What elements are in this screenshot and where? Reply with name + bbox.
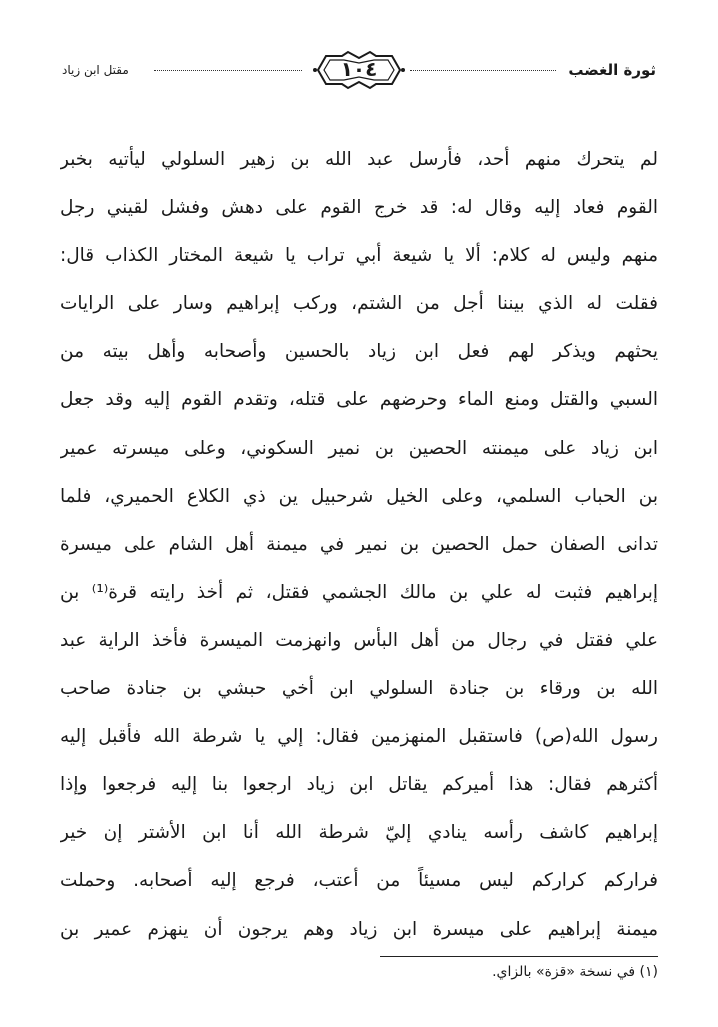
text-line: السبي والقتل ومنع الماء وحرضهم على قتله، وتقدم القوم إليه وقد جعل bbox=[60, 389, 658, 411]
text-line: إبراهيم كاشف رأسه ينادي إليّ شرطة الله أنا ابن الأشتر إن خير bbox=[60, 822, 658, 844]
text-line: أكثرهم فقال: هذا أميركم يقاتل ابن زياد ارجعوا بنا إليه فرجعوا وإذا bbox=[60, 774, 658, 796]
text-line: تدانى الصفان حمل الحصين بن نمير في ميمنة أهل الشام على ميسرة bbox=[60, 533, 658, 555]
text-line: بن الحباب السلمي، وعلى الخيل شرحبيل ين ذي الكلاع الحميري، فلما bbox=[60, 485, 658, 507]
chapter-title: مقتل ابن زياد bbox=[62, 63, 129, 77]
text-line: رسول الله(ص) فاستقبل المنهزمين فقال: إلي يا شرطة الله فأقبل إليه bbox=[60, 726, 658, 748]
text-line: فقلت له الذي بيننا أجل من الشتم، وركب إبراهيم وسار على الرايات bbox=[60, 293, 658, 315]
text-line: ابن زياد على ميمنته الحصين بن نمير السكوني، وعلى ميسرته عمير bbox=[60, 437, 658, 459]
text-line: فراركم كراركم ليس مسيئاً من أعتب، فرجع إليه أصحابه. وحملت bbox=[60, 870, 658, 892]
footnote: (١) في نسخة «قزة» بالزاي. bbox=[492, 964, 658, 980]
text-line: ميمنة إبراهيم على ميسرة ابن زياد وهم يرجون أن ينهزم عمير بن bbox=[60, 918, 658, 940]
text-line: يحثهم ويذكر لهم فعل ابن زياد بالحسين وأصحابه وأهل بيته من bbox=[60, 341, 658, 363]
text-line: إبراهيم فثبت له علي بن مالك الجشمي فقتل، ثم أخذ رايته قرة⁽¹⁾ بن bbox=[60, 581, 658, 603]
book-title: ثورة الغضب bbox=[568, 61, 656, 79]
header-dotted-leader-right bbox=[410, 70, 556, 71]
text-line: الله بن ورقاء بن جنادة السلولي ابن أخي حبشي بن جنادة صاحب bbox=[60, 678, 658, 700]
text-line: القوم فعاد إليه وقال له: قد خرج القوم على دهش وفشل لقيني رجل bbox=[60, 197, 658, 219]
text-line: منهم وليس له كلام: ألا يا شيعة أبي تراب يا شيعة المختار الكذاب قال: bbox=[60, 245, 658, 267]
body-text bbox=[60, 136, 658, 954]
page-header bbox=[62, 48, 656, 96]
page-number: ١٠٤ bbox=[340, 57, 378, 81]
text-line: علي فقتل في رجال من أهل البأس وانهزمت الميسرة فأخذ الراية عبد bbox=[60, 629, 658, 651]
page-number-badge bbox=[312, 48, 406, 92]
text-line: لم يتحرك منهم أحد، فأرسل عبد الله بن زهير السلولي ليأتيه بخبر bbox=[60, 149, 658, 170]
header-dotted-leader-left bbox=[154, 70, 302, 71]
footnote-divider bbox=[380, 956, 658, 957]
